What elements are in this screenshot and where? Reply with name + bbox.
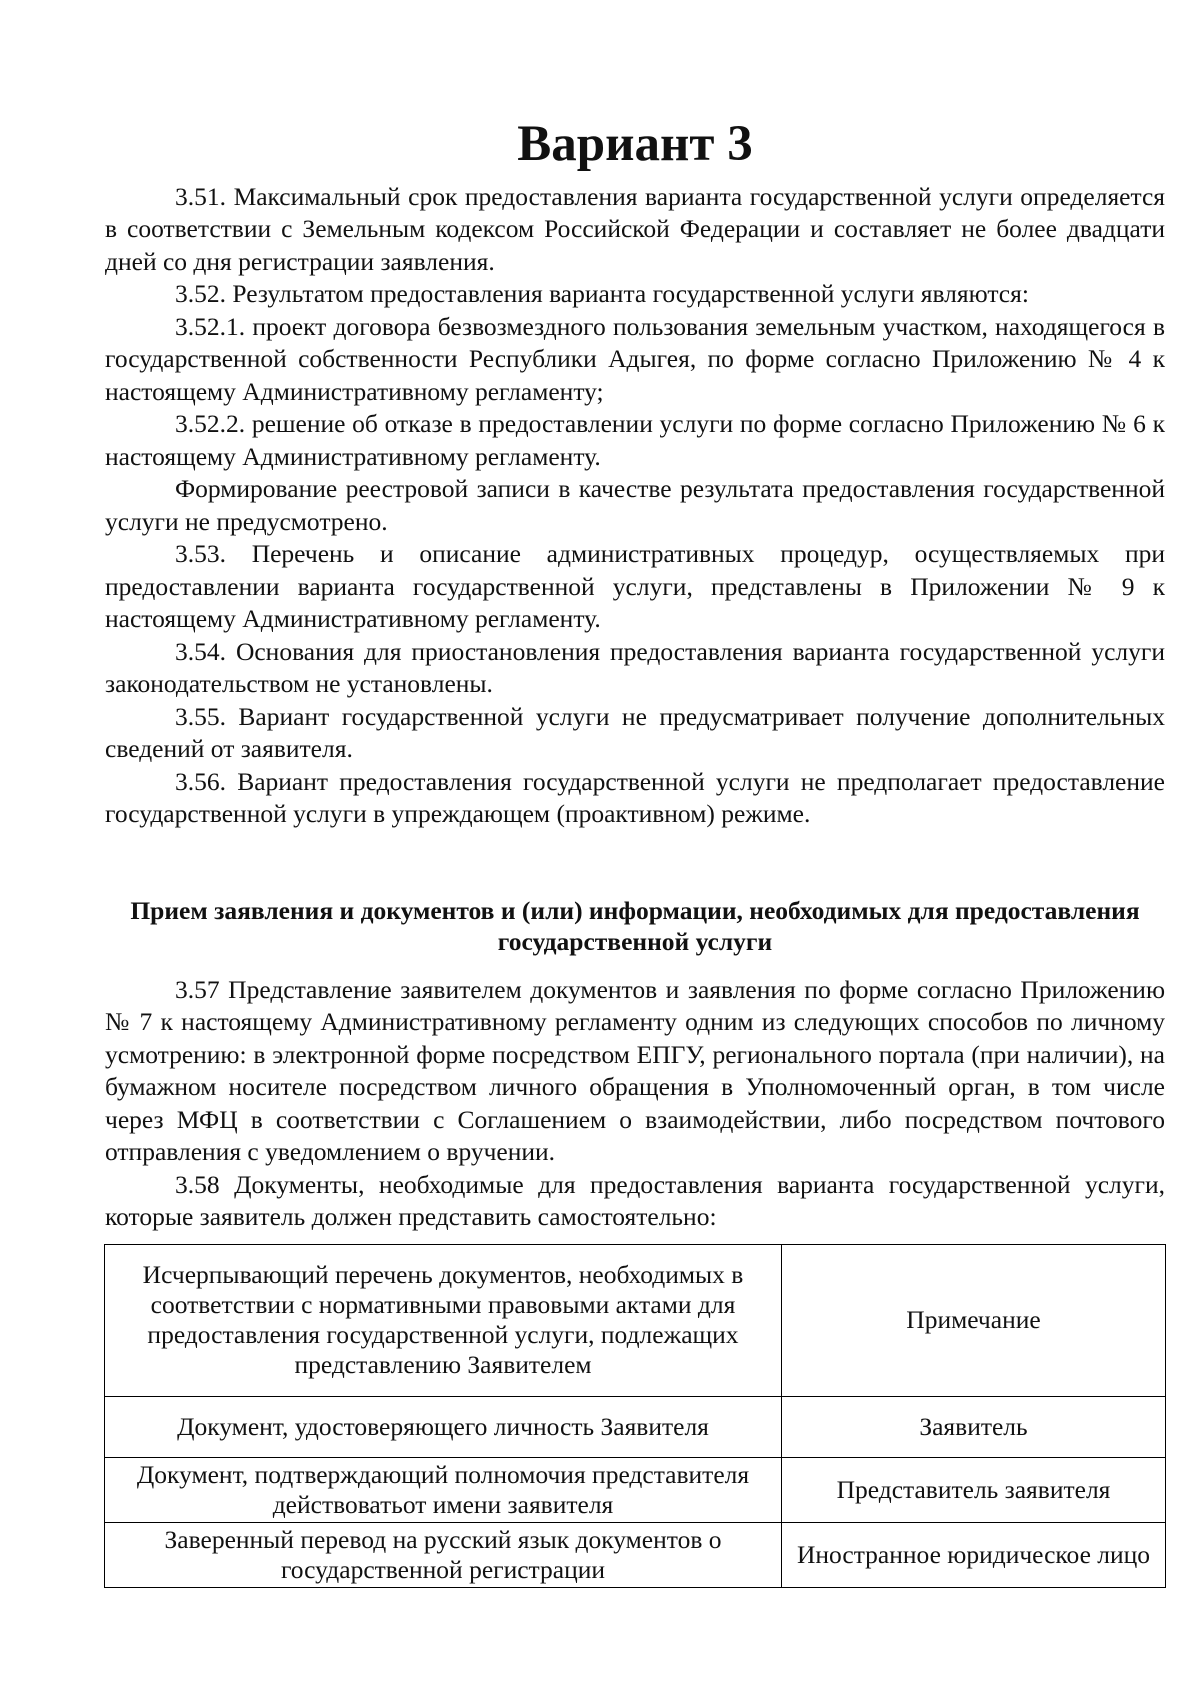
paragraph-3-55: 3.55. Вариант государственной услуги не предусматривает получение дополнительных сведений от заявителя. — [105, 701, 1165, 763]
table-cell-document: Заверенный перевод на русский язык документов о государственной регистрации — [105, 1522, 782, 1587]
table-header-note: Примечание — [782, 1244, 1166, 1396]
table-cell-note: Представитель заявителя — [782, 1457, 1166, 1522]
table-row — [105, 1457, 1166, 1522]
paragraph-3-58: 3.58 Документы, необходимые для предоставления варианта государственной услуги, которые заявитель должен представить самостоятельно: — [105, 1169, 1165, 1231]
variant-heading: Вариант 3 — [517, 116, 753, 172]
table-row — [105, 1522, 1166, 1587]
paragraph-3-52-2: 3.52.2. решение об отказе в предоставлении услуги по форме согласно Приложению № 6 к настоящему Административному регламенту. — [105, 409, 1165, 471]
paragraph-3-57: 3.57 Представление заявителем документов и заявления по форме согласно Приложению № 7 к настоящему Административному регламенту одним из следующих способов по личному усмотрению: в электронной форме посредством ЕПГУ, регионального портала (при наличии), на бумажном носителе посредством личного обращения в Уполномоченный орган, в том числе через МФЦ в соответствии с Соглашением о взаимодействии, либо посредством почтового отправления с уведомлением о вручении. — [105, 974, 1165, 1166]
paragraph-registry-record: Формирование реестровой записи в качестве результата предоставления государственной услуги не предусмотрено. — [105, 474, 1165, 536]
documents-table — [104, 1244, 1166, 1588]
paragraph-3-54: 3.54. Основания для приостановления предоставления варианта государственной услуги законодательством не установлены. — [105, 636, 1165, 698]
table-header-row — [105, 1244, 1166, 1396]
paragraph-3-52-1: 3.52.1. проект договора безвозмездного пользования земельным участком, находящегося в государственной собственности Республики Адыгея, по форме согласно Приложению № 4 к настоящему Административному регламенту; — [105, 311, 1165, 406]
table-header-documents: Исчерпывающий перечень документов, необходимых в соответствии с нормативными правовыми актами для предоставления государственной услуги, подлежащих представлению Заявителем — [105, 1244, 782, 1396]
paragraph-3-53: 3.53. Перечень и описание административных процедур, осуществляемых при предоставлении варианта государственной услуги, представлены в Приложении № 9 к настоящему Административному регламенту. — [105, 539, 1165, 633]
paragraph-3-52: 3.52. Результатом предоставления варианта государственной услуги являются: — [175, 279, 1029, 308]
document-page — [105, 116, 1165, 1588]
table-cell-document: Документ, подтверждающий полномочия представителя действоватьот имени заявителя — [105, 1457, 782, 1522]
section-heading: Прием заявления и документов и (или) информации, необходимых для предоставления государственной услуги — [130, 895, 1140, 956]
table-cell-note: Иностранное юридическое лицо — [782, 1522, 1166, 1587]
table-cell-note: Заявитель — [782, 1396, 1166, 1457]
table-cell-document: Документ, удостоверяющего личность Заявителя — [105, 1396, 782, 1457]
table-row — [105, 1396, 1166, 1457]
paragraph-3-51: 3.51. Максимальный срок предоставления варианта государственной услуги определяется в соответствии с Земельным кодексом Российской Федерации и составляет не более двадцати дней со дня регистрации заявления. — [105, 181, 1165, 276]
paragraph-3-56: 3.56. Вариант предоставления государственной услуги не предполагает предоставление государственной услуги в упреждающем (проактивном) режиме. — [105, 766, 1165, 828]
